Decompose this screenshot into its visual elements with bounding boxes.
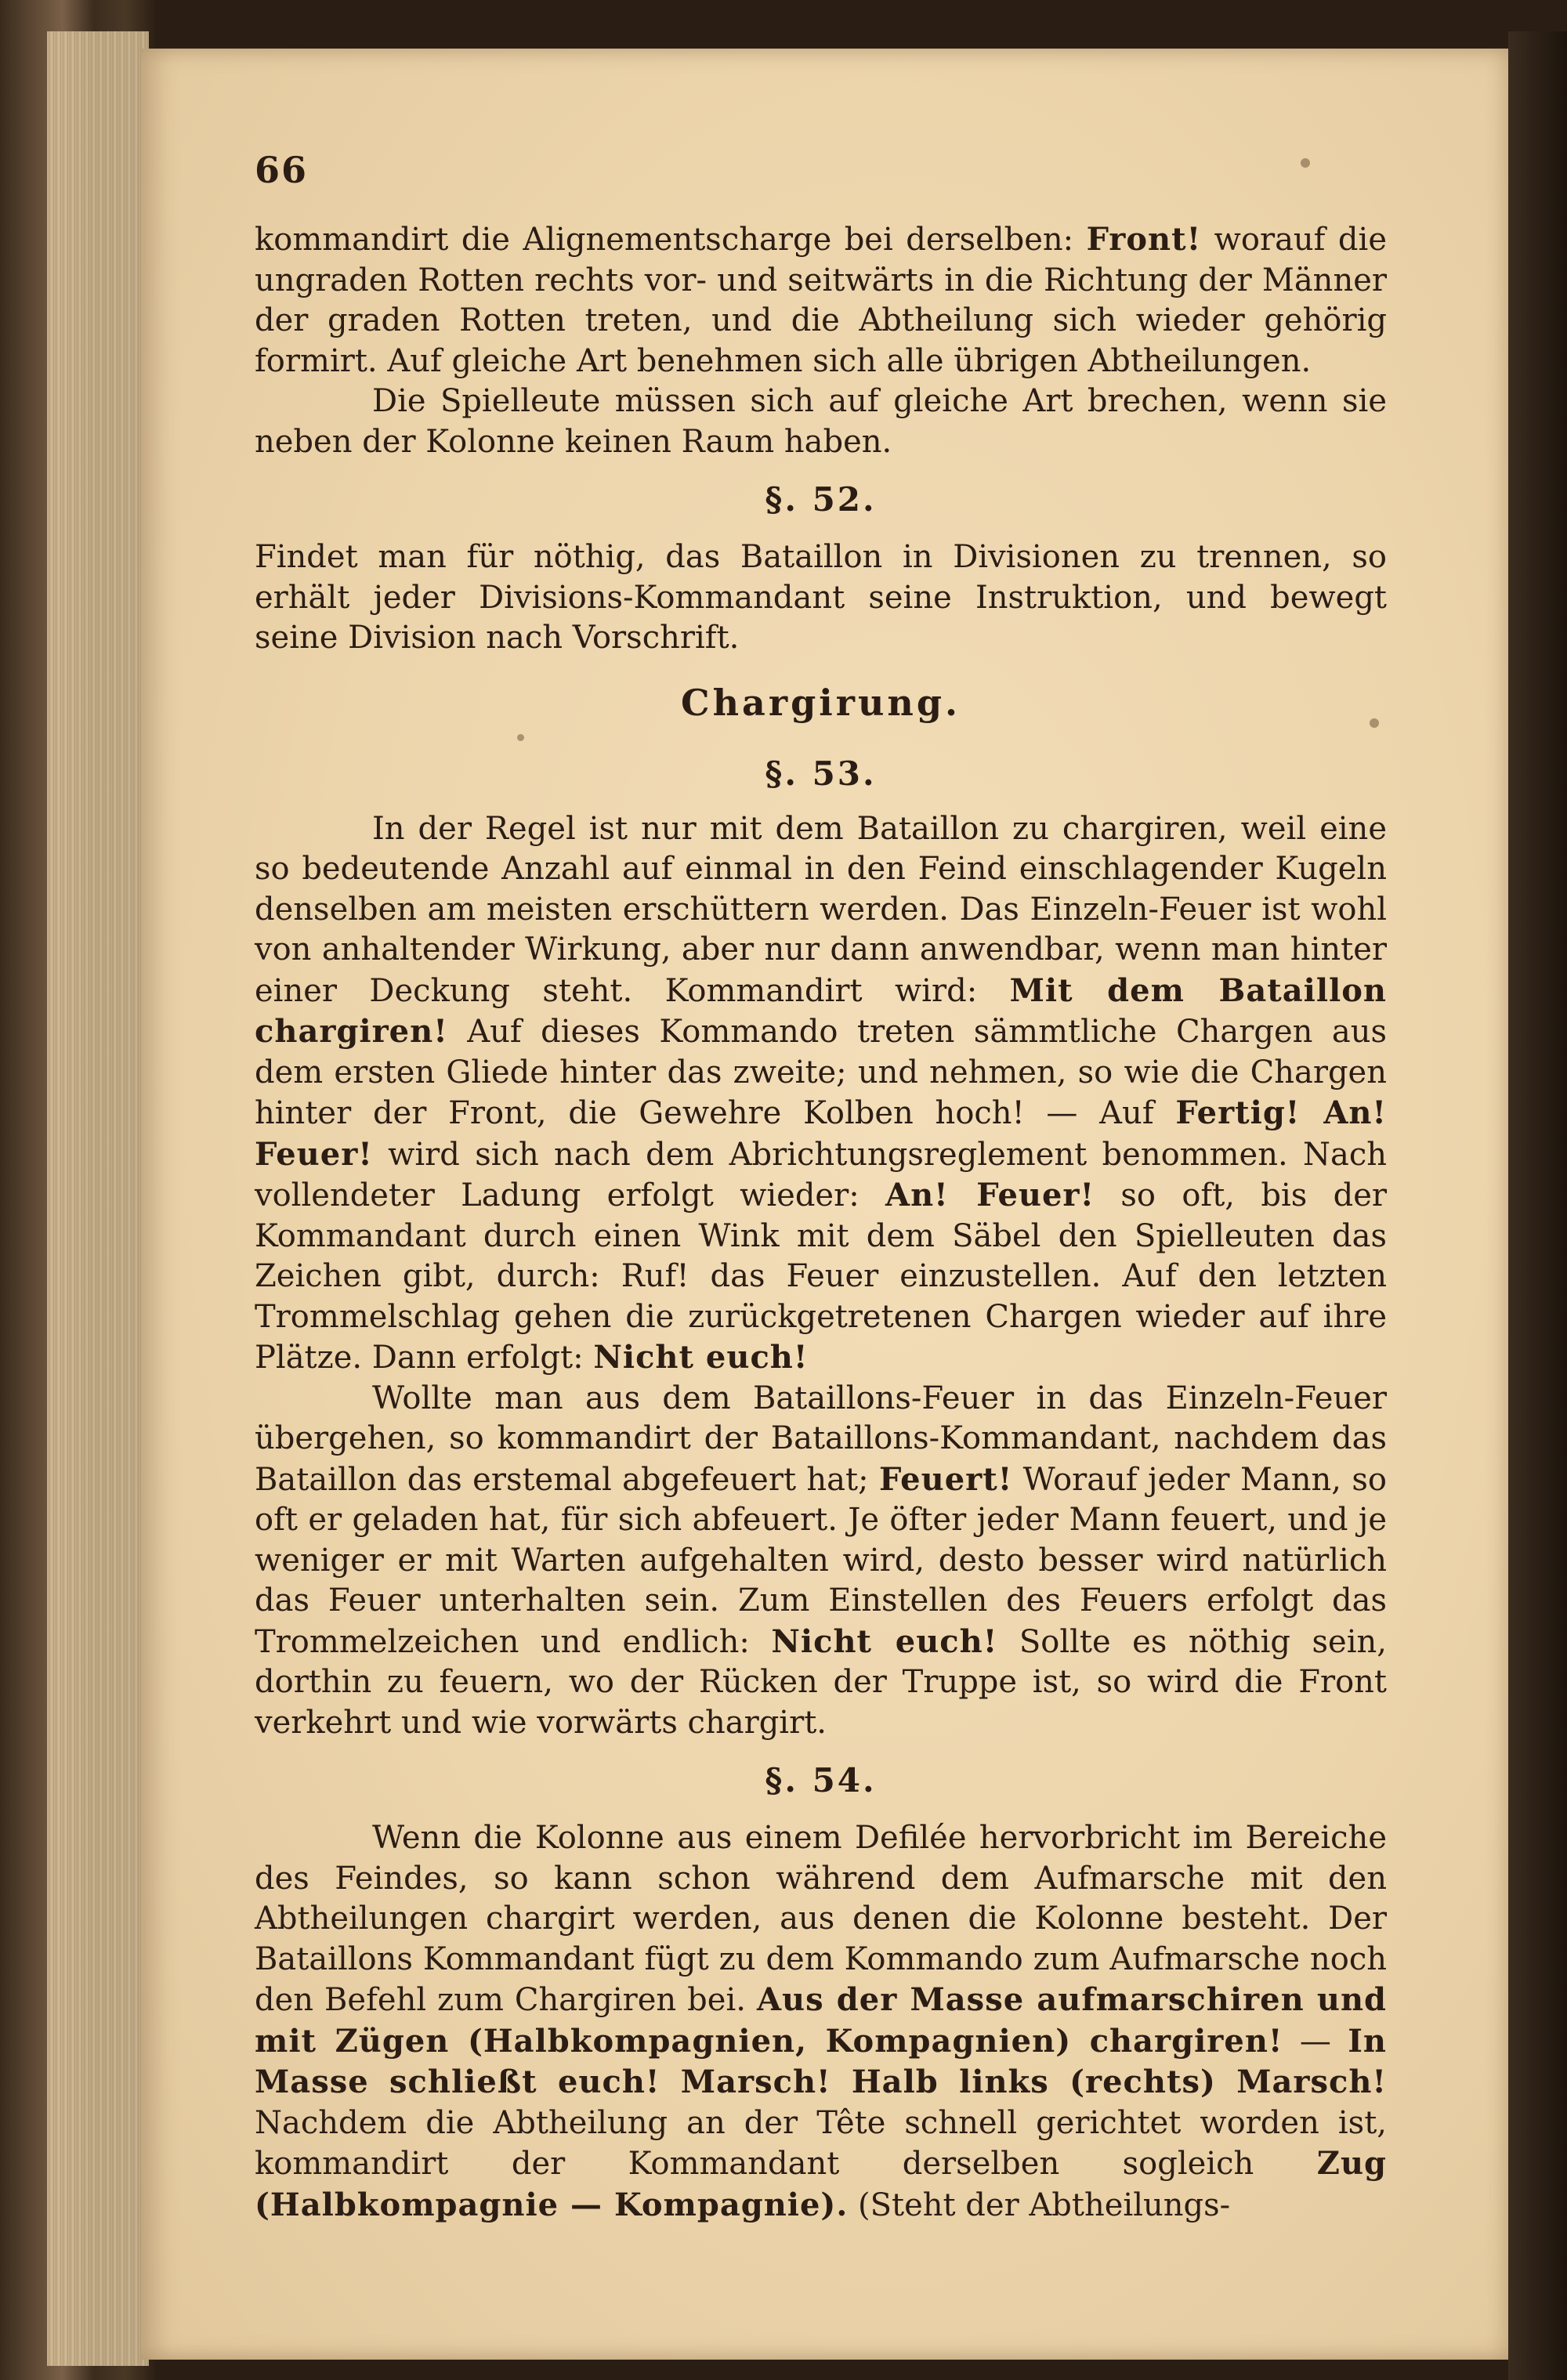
text-run: wird sich nach dem Abrichtungsreglement benommen. Nach vollendeter Ladung erfolgt wieder: [255,1136,1387,1214]
command-aufmarschiren: Aus der Masse aufmarschiren und mit Zügen (Halbkompagnien, Kompagnien) chargiren! [255,1981,1387,2060]
text-run: Worauf jeder Mann, so oft er geladen hat, für sich abfeuert. Je öfter jeder Mann feuert, und je weniger er mit Warten aufgehalten wird, desto besser wird natürlich das Feuer unterhalten sein. Zum Einstellen des Feuers erfolgt das Trommelzeichen und endlich: [255,1461,1387,1660]
page-content [255,141,1387,2319]
text-run: Auf dieses Kommando treten sämmtliche Chargen aus dem ersten Gliede hinter das zweite; und nehmen, so wie die Chargen hinter der Front, die Gewehre Kolben hoch! — Auf [255,1014,1387,1131]
command-zug: Zug (Halbkompagnie — Kompagnie). [255,2145,1387,2223]
paragraph-defilee [255,1818,1387,2226]
book-page-edges [47,31,149,2366]
command-an-feuer: An! Feuer! [885,1177,1095,1214]
command-nicht-euch: Nicht euch! [771,1622,998,1660]
paragraph-einzeln-feuer [255,1379,1387,1744]
body-text [255,219,1387,2226]
text-run: so oft, bis der Kommandant durch einen Wink mit dem Säbel den Spielleuten das Zeichen gibt, durch: Ruf! das Feuer einzustellen. Auf den letzten Trommelschlag gehen die zurückgetretenen Chargen wieder auf ihre Plätze. Dann erfolgt: [255,1177,1387,1376]
command-fertig-an-feuer: Fertig! An! Feuer! [255,1094,1387,1173]
text-run: Sollte es nöthig sein, dorthin zu feuern, wo der Rücken der Truppe ist, so wird die Front verkehrt und wie vorwärts chargirt. [255,1623,1387,1741]
book-cover-edge [1508,31,1567,2380]
paragraph-alignement [255,219,1387,382]
section-53-title: §. 53. [765,754,877,793]
paragraph-spielleute: Die Spielleute müssen sich auf gleiche Art brechen, wenn sie neben der Kolonne keinen Raum haben. [255,383,1387,460]
command-nicht-euch: Nicht euch! [593,1339,809,1376]
text-run: Wollte man aus dem Bataillons-Feuer in das Einzeln-Feuer übergehen, so kommandirt der Bataillons-Kommandant, nachdem das Bataillon das erstemal abgefeuert hat; [255,1380,1387,1498]
text-run: In der Regel ist nur mit dem Bataillon zu chargiren, weil eine so bedeutende Anzahl auf einmal in den Feind einschlagender Kugeln denselben am meisten erschüttern werden. Das Einzeln-Feuer ist wohl von anhaltender Wirkung, aber nur dann anwendbar, wenn man hinter einer Deckung steht. Kommandirt wird: [255,810,1387,1009]
paragraph-chargiren [255,809,1387,1379]
page-number: 66 [255,149,309,191]
paragraph-divisionen: Findet man für nöthig, das Bataillon in Divisionen zu trennen, so erhält jeder Divisions-Kommandant seine Instruktion, und bewegt seine Division nach Vorschrift. [255,539,1387,656]
command-mit-dem-bataillon: Mit dem Bataillon chargiren! [255,971,1387,1050]
section-52-title: §. 52. [765,480,877,519]
text-run: (Steht der Abtheilungs- [848,2186,1231,2223]
text-run: Nachdem die Abtheilung an der Tête schnell gerichtet worden ist, kommandirt der Kommandant derselben sogleich [255,2104,1387,2182]
section-54-title: §. 54. [765,1761,877,1799]
command-feuert: Feuert! [878,1460,1013,1498]
command-front: Front! [1086,221,1202,258]
command-in-masse: In Masse schließt euch! Marsch! Halb links (rechts) Marsch! [255,2022,1387,2100]
text-run: kommandirt die Alignementscharge bei derselben: [255,222,1087,258]
chapter-heading: Chargirung. [680,681,961,724]
text-run: worauf die ungraden Rotten rechts vor- und seitwärts in die Richtung der Männer der graden Rotten treten, und die Abtheilung sich wieder gehörig formirt. Auf gleiche Art benehmen sich alle übrigen Abtheilungen. [255,222,1388,379]
text-run: — [1283,2023,1348,2060]
text-run: Wenn die Kolonne aus einem Defilée hervorbricht im Bereiche des Feindes, so kann schon während dem Aufmarsche mit den Abtheilungen chargirt werden, aus denen die Kolonne besteht. Der Bataillons Kommandant fügt zu dem Kommando zum Aufmarsche noch den Befehl zum Chargiren bei. [255,1820,1387,2018]
